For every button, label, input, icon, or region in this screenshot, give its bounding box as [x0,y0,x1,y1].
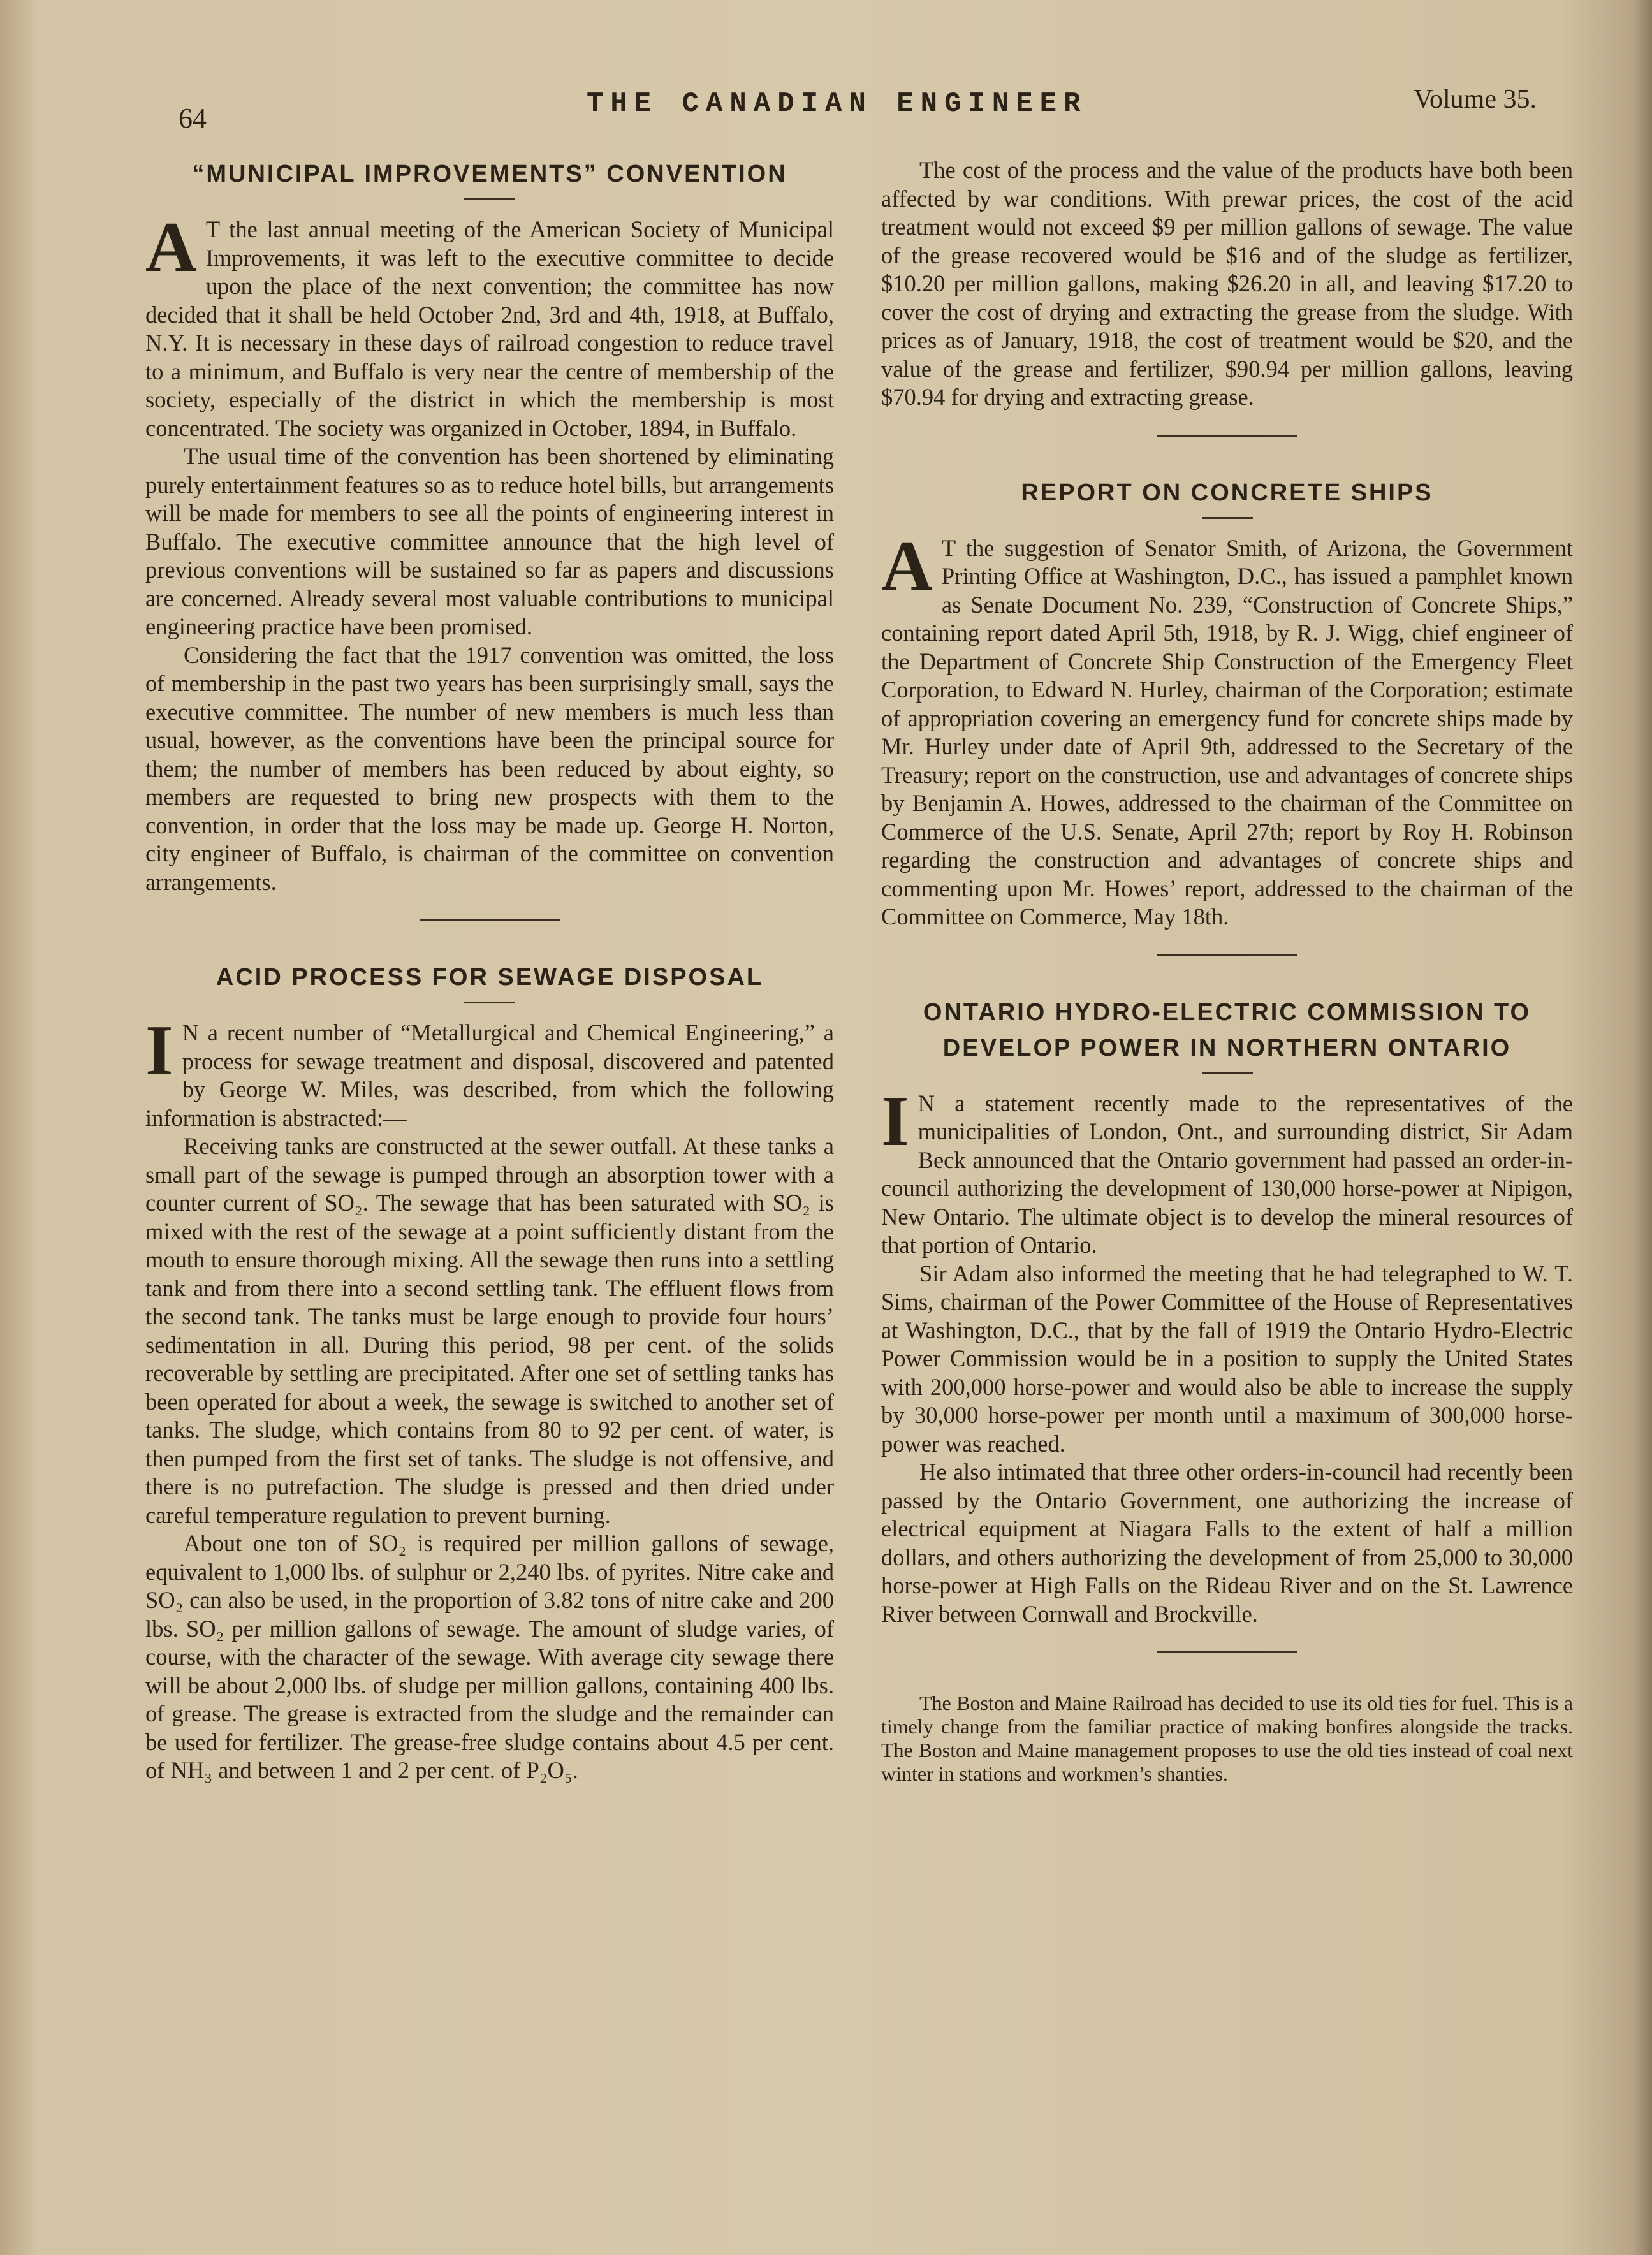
section-divider [1157,954,1297,956]
article-title: REPORT ON CONCRETE SHIPS [1021,479,1433,506]
title-rule [464,198,515,200]
drop-cap: I [145,1011,173,1090]
article-paragraph: The cost of the process and the value of the products have both been affected by war conditions. With prewar prices, the cost of the acid treatment would not exceed $9 per million gallons of sewage. The value of the grease recovered would be $16 and of the sludge as fertilizer, $10.20 per million gallons, making $26.20 in all, and leaving $17.20 to cover the cost of drying and extracting the grease from the sludge. With prices as of January, 1918, the cost of treatment would be $20, and the value of the grease and fertilizer, $90.94 per million gallons, leaving $70.94 for drying and extracting grease. [881,157,1573,410]
article-paragraph: Sir Adam also informed the meeting that he had telegraphed to W. T. Sims, chairman of the Power Committee of the House of Representatives at Washington, D.C., that by the fall of 1919 the Ontario Hydro-Electric Power Commission would be in a position to supply the United States with 200,000 horse-power and would also be able to increase the supply by 30,000 horse-power per month until a maximum of 300,000 horse-power was reached. [881,1260,1573,1457]
article-title: ONTARIO HYDRO-ELECTRIC COMMISSION TO DEVELOP POWER IN NORTHERN ONTARIO [923,998,1531,1062]
drop-cap: A [145,208,197,287]
page-header [147,77,1549,134]
article-title: ACID PROCESS FOR SEWAGE DISPOSAL [216,964,764,991]
title-rule [1202,517,1253,519]
article-paragraph: A T the last annual meeting of the American Society of Municipal Improvements, it was left to the executive committee to decide upon the place of the next convention; the committee has now decided that it shall be held October 2nd, 3rd and 4th, 1918, at Buffalo, N.Y. It is necessary in these days of railroad congestion to reduce travel to a minimum, and Buffalo is very near the centre of membership of the society, especially of the district in which the membership is most concentrated. The society was organized in October, 1894, in Buffalo. [145,208,834,441]
article-title: “MUNICIPAL IMPROVEMENTS” CONVENTION [192,161,787,187]
article-paragraph: He also intimated that three other orders-in-council had recently been passed by the Ontario Government, one authorizing the increase of electrical equipment at Niagara Falls to the extent of half a million dollars, and others authorizing the development of from 25,000 to 30,000 horse-power at High Falls on the Rideau River and on the St. Lawrence River between Cornwall and Brockville. [881,1459,1573,1627]
section-divider [420,919,560,921]
page-number: 64 [179,103,207,134]
title-rule [464,1002,515,1003]
drop-cap: A [881,526,933,606]
section-divider [1157,1651,1297,1653]
article-convention [145,156,834,896]
article-paragraph: Receiving tanks are constructed at the sewer outfall. At these tanks a small part of the sewage is pumped through an absorption tower with a counter current of SO₂. The sewage that has been saturated with SO₂ is mixed with the rest of the sewage at a point sufficiently distant from the mouth to ensure thorough mixing. All the sewage then runs into a settling tank and from there into a second settling tank. The effluent flows from the second tank. The tanks must be large enough to provide four hours’ sedimentation in all. During this period, 98 per cent. of the solids recoverable by settling are precipitated. After one set of settling tanks has been operated for about a week, the sewage is switched to another set of tanks. The sludge, which contains from 80 to 92 per cent. of water, is then pumped from the first set of tanks. The sludge is not offensive, and there is no putrefaction. The sludge is pressed and then dried under careful temperature regulation to prevent burning. [145,1133,834,1528]
article-hydro [881,995,1573,1629]
right-column [881,156,1573,1786]
drop-cap: I [881,1081,909,1161]
volume-label: Volume 35. [1414,85,1537,114]
section-divider [1157,435,1297,437]
left-column [145,156,834,1785]
article-paragraph: About one ton of SO₂ is required per million gallons of sewage, equivalent to 1,000 lbs. of sulphur or 2,240 lbs. of pyrites. Nitre cake and SO₂ can also be used, in the proportion of 3.82 tons of nitre cake and 200 lbs. SO₂ per million gallons of sewage. The amount of sludge varies, of course, with the character of the sewage. With average city sewage there will be about 2,000 lbs. of sludge per million gallons, containing 400 lbs. of grease. The grease is extracted from the sludge and the remainder can be used for fertilizer. The grease-free sludge contains about 4.5 per cent. of NH₃ and between 1 and 2 per cent. of P₂O₅. [145,1530,834,1783]
news-note: The Boston and Maine Railroad has decided to use its old ties for fuel. This is a timely change from the familiar practice of making bonfires alongside the tracks. The Boston and Maine management proposes to use the old ties instead of coal next winter in stations and workmen’s shanties. [881,1691,1573,1785]
article-sewage [145,960,834,1785]
article-sewage-continued [881,156,1573,412]
article-paragraph: A T the suggestion of Senator Smith, of Arizona, the Government Printing Office at Washington, D.C., has issued a pamphlet known as Senate Document No. 239, “Construction of Concrete Ships,” containing report dated April 5th, 1918, by R. J. Wigg, chief engineer of the Department of Concrete Ship Construction of the Emergency Fleet Corporation, to Edward N. Hurley, chairman of the Corporation; estimate of appropriation covering an emergency fund for concrete ships made by Mr. Hurley under date of April 9th, addressed to the Secretary of the Treasury; report on the construction, use and advantages of concrete ships by Benjamin A. Howes, addressed to the chairman of the Committee on Commerce of the U.S. Senate, April 27th; report by Roy H. Robinson regarding the construction and advantages of concrete ships and commenting upon Mr. Howes’ report, addressed to the chairman of the Committee on Commerce, May 18th. [881,526,1573,930]
title-rule [1202,1072,1253,1074]
article-paragraph: I N a recent number of “Metallurgical and Chemical Engineering,” a process for sewage treatment and disposal, discovered and patented by George W. Miles, was described, from which the following information is abstracted:— [145,1011,834,1131]
article-paragraph: The usual time of the convention has been shortened by eliminating purely entertainment features so as to reduce hotel bills, but arrangements will be made for members to see all the points of engineering interest in Buffalo. The executive committee announce that the high level of previous conventions will be sustained so far as papers and discussions are concerned. Already several most valuable contributions to municipal engineering practice have been promised. [145,443,834,639]
journal-title: THE CANADIAN ENGINEER [587,88,1088,120]
article-paragraph: I N a statement recently made to the representatives of the municipalities of London, Ont., and surrounding district, Sir Adam Beck announced that the Ontario government had passed an order-in-council authorizing the development of 130,000 horse-power at Nipigon, New Ontario. The ultimate object is to develop the mineral resources of that portion of Ontario. [881,1081,1573,1258]
article-concrete [881,475,1573,931]
article-paragraph: Considering the fact that the 1917 convention was omitted, the loss of membership in the past two years has been surprisingly small, says the executive committee. The number of new members is much less than usual, however, as the conventions have been the principal source for them; the number of members has been reduced by about eighty, so members are requested to bring new prospects with them to the convention, in order that the loss may be made up. George H. Norton, city engineer of Buffalo, is chairman of the committee on convention arrangements. [145,641,834,895]
